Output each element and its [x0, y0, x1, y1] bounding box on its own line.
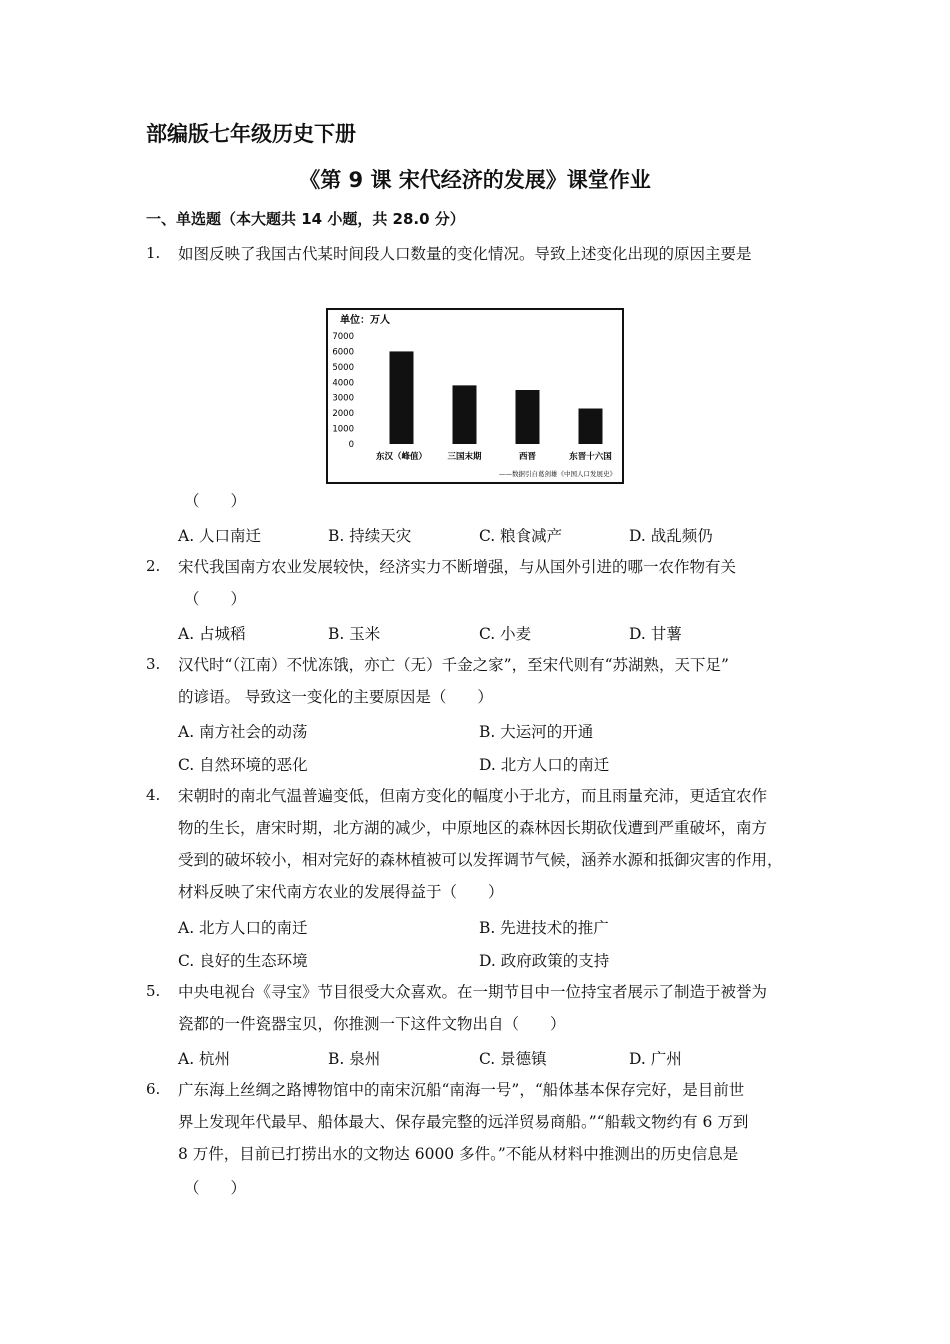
question-text-line: 瓷都的一件瓷器宝贝，你推测一下这件文物出自（ ） [178, 1015, 566, 1033]
question-number: 2. [146, 557, 161, 575]
x-category-label: 三国末期 [447, 452, 482, 462]
option-d[interactable]: D. 广州 [629, 1050, 682, 1068]
question-text-line: 如图反映了我国古代某时间段人口数量的变化情况。导致上述变化出现的原因主要是 [178, 245, 752, 263]
option-b[interactable]: B. 持续天灾 [328, 527, 412, 545]
question-number: 6. [146, 1080, 161, 1098]
chart-svg [326, 308, 624, 484]
question-text-line: 界上发现年代最早、船体最大、保存最完整的远洋贸易商船。”“船载文物约有 6 万到 [178, 1113, 749, 1131]
question-text-line: 宋代我国南方农业发展较快，经济实力不断增强，与从国外引进的哪一农作物有关 [178, 558, 737, 576]
option-b[interactable]: B. 先进技术的推广 [479, 919, 609, 937]
question-text-line: 物的生长，唐宋时期，北方湖的减少，中原地区的森林因长期砍伐遭到严重破坏，南方 [178, 819, 768, 837]
option-b[interactable]: B. 大运河的开通 [479, 723, 594, 741]
document-title: 部编版七年级历史下册 [146, 122, 356, 146]
question-number: 3. [146, 655, 161, 673]
y-tick-label: 2000 [332, 409, 354, 420]
option-b[interactable]: B. 玉米 [328, 625, 381, 643]
population-bar-chart [326, 308, 624, 484]
question-text-line: 受到的破坏较小，相对完好的森林植被可以发挥调节气候，涵养水源和抵御灾害的作用， [178, 851, 783, 869]
bar [390, 351, 414, 444]
bar [453, 385, 477, 444]
chart-unit-label: 单位：万人 [340, 315, 390, 326]
option-c[interactable]: C. 粮食减产 [479, 527, 563, 545]
option-a[interactable]: A. 占城稻 [178, 625, 246, 643]
x-category-label: 东晋十六国 [569, 452, 612, 462]
x-category-label: 东汉（峰值） [375, 452, 428, 462]
option-c[interactable]: C. 景德镇 [479, 1050, 547, 1068]
y-tick-label: 4000 [332, 378, 354, 389]
question-number: 4. [146, 786, 161, 804]
x-category-label: 西晋 [518, 452, 537, 462]
question-text-line: 宋朝时的南北气温普遍变低，但南方变化的幅度小于北方，而且雨量充沛，更适宜农作 [178, 787, 768, 805]
option-b[interactable]: B. 泉州 [328, 1050, 381, 1068]
lesson-title: 《第 9 课 宋代经济的发展》课堂作业 [299, 168, 651, 192]
question-text-line: 广东海上丝绸之路博物馆中的南宋沉船“南海一号”，“船体基本保存完好，是目前世 [178, 1081, 745, 1099]
option-a[interactable]: A. 人口南迁 [178, 527, 262, 545]
answer-blank: （ ） [184, 590, 247, 608]
answer-blank: （ ） [184, 492, 247, 510]
answer-blank: （ ） [184, 1179, 247, 1197]
question-text-line: 中央电视台《寻宝》节目很受大众喜欢。在一期节目中一位持宝者展示了制造于被誉为 [178, 983, 768, 1001]
y-tick-label: 0 [348, 440, 354, 450]
option-a[interactable]: A. 北方人口的南迁 [178, 919, 308, 937]
option-d[interactable]: D. 政府政策的支持 [479, 952, 610, 970]
chart-source: ——数据引自葛剑雄《中国人口发展史》 [499, 470, 616, 478]
option-d[interactable]: D. 甘薯 [629, 625, 682, 643]
option-c[interactable]: C. 自然环境的恶化 [178, 756, 308, 774]
option-a[interactable]: A. 杭州 [178, 1050, 231, 1068]
question-text-line: 材料反映了宋代南方农业的发展得益于（ ） [178, 883, 504, 901]
bar [516, 390, 540, 444]
question-text-line: 8 万件，目前已打捞出水的文物达 6000 多件。”不能从材料中推测出的历史信息是 [178, 1145, 739, 1163]
y-tick-label: 6000 [332, 347, 354, 358]
option-c[interactable]: C. 良好的生态环境 [178, 952, 308, 970]
question-number: 1. [146, 244, 161, 262]
option-c[interactable]: C. 小麦 [479, 625, 532, 643]
y-tick-label: 5000 [332, 362, 354, 373]
option-d[interactable]: D. 战乱频仍 [629, 527, 713, 545]
section-heading: 一、单选题（本大题共 14 小题，共 28.0 分） [146, 210, 465, 228]
question-text-line: 的谚语。 导致这一变化的主要原因是（ ） [178, 688, 493, 706]
bar [579, 409, 603, 444]
option-d[interactable]: D. 北方人口的南迁 [479, 756, 610, 774]
y-tick-label: 1000 [332, 424, 354, 435]
question-text-line: 汉代时“（江南）不忧冻饿，亦亡（无）千金之家”，至宋代则有“苏湖熟，天下足” [178, 656, 729, 674]
question-number: 5. [146, 982, 161, 1000]
y-tick-label: 7000 [332, 332, 354, 342]
option-a[interactable]: A. 南方社会的动荡 [178, 723, 308, 741]
y-tick-label: 3000 [332, 393, 354, 404]
